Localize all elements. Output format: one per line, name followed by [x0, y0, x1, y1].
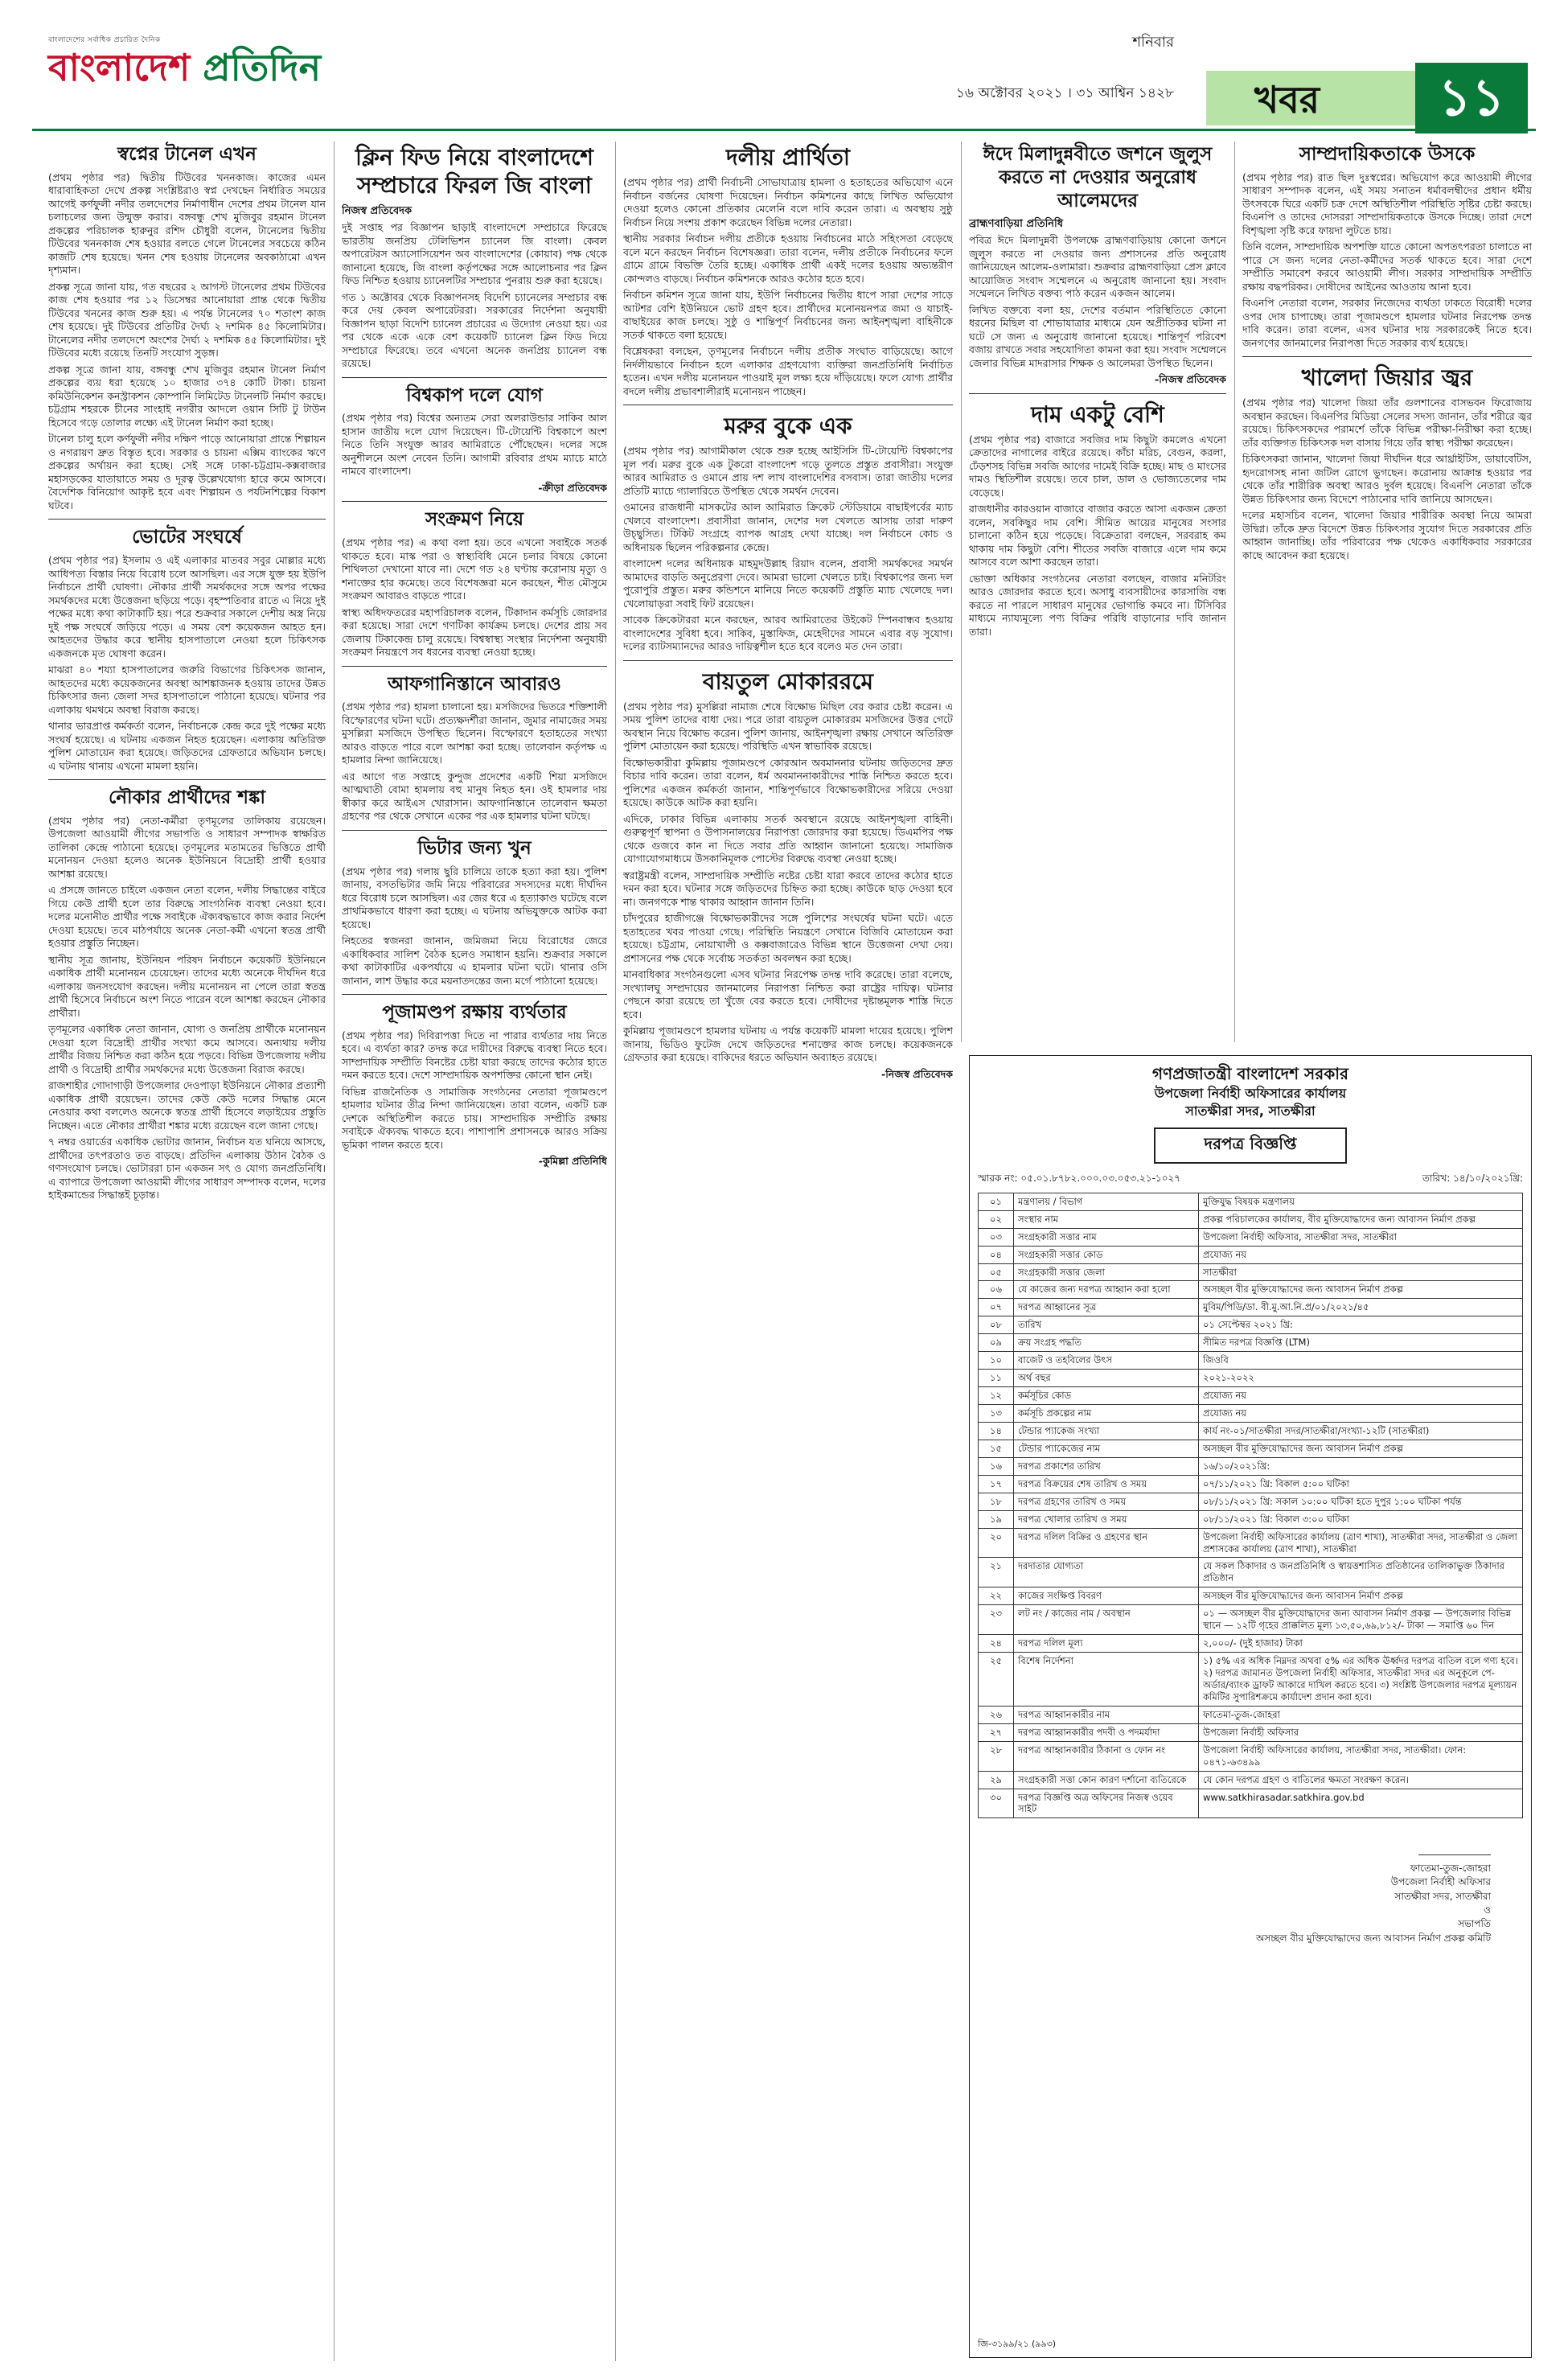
tender-row-value: ০১ সেপ্টেম্বর ২০২১ খ্রি:: [1199, 1316, 1523, 1334]
tender-row-number: ১২: [979, 1387, 1014, 1405]
tender-row: [979, 1510, 1523, 1528]
byline: ব্রাহ্মণবাড়িয়া প্রতিনিধি: [969, 218, 1064, 231]
tender-row-value: ০৮/১১/২০২১ খ্রি: সকাল ১০:০০ ঘটিকা হতে দুপুর ১:০০ ঘটিকা পর্যন্ত: [1199, 1493, 1523, 1510]
tender-row: [979, 1789, 1523, 1818]
tender-row: [979, 1653, 1523, 1707]
article-paragraph: টানেল চালু হলে কর্ণফুলী নদীর দক্ষিণ পাড়ে আনোয়ারা প্রান্তে শিল্পায়ন ও নগরায়ণ দ্রুত বিস্তৃত হবে। সরকার ও চায়না এক্সিম ব্যাংকের ঋণে প্রকল্পের অর্থায়ন করা হচ্ছে। সেই সঙ্গে ঢাকা-চট্টগ্রাম-কক্সবাজার মহাসড়কের যাতায়াতে সময় ও দূরত্ব উল্লেখযোগ্য হারে কমে আসবে। বৈদেশিক বিনিয়োগ আকৃষ্ট হবে এবং শিল্পায়ন ও পর্যটনশিল্পের বিকাশ ঘটবে।: [48, 433, 326, 511]
article-paragraph: মাঝরা ৪০ শয্যা হাসপাতালের জরুরি বিভাগের চিকিৎসক জানান, আহতদের মধ্যে কয়েকজনের অবস্থা আশঙ্কাজনক হওয়ায় তাদের উন্নত চিকিৎসার জন্য জেলা সদর হাসপাতালে পাঠানো হয়েছে। ঘটনার পর এলাকায় থমথমে অবস্থা বিরাজ করছে।: [48, 663, 326, 716]
tender-row-value: ২০২১-২০২২: [1199, 1370, 1523, 1387]
article-paragraph: তৃণমূলের একাধিক নেতা জানান, যোগ্য ও জনপ্রিয় প্রার্থীকে মনোনয়ন দেওয়া হলে বিদ্রোহী প্রার্থীর সংখ্যা কমে আসবে। অন্যথায় দলীয় প্রার্থীর বিজয় নিশ্চিত করা কঠিন হয়ে পড়বে। বিভিন্ন উপজেলায় দলীয় প্রার্থী ও বিদ্রোহী প্রার্থীর সমর্থকদের মধ্যে উত্তেজনা বিরাজ করছে।: [48, 1023, 326, 1075]
column-1: [48, 142, 326, 2361]
article-divider: [342, 501, 607, 502]
tender-row-label: কাজের সংক্ষিপ্ত বিবরণ: [1014, 1587, 1199, 1605]
tender-row-label: দরপত্র খোলার তারিখ ও সময়: [1014, 1510, 1199, 1528]
article-paragraph: (প্রথম পৃষ্ঠার পর) ইসলাম ও এই এলাকার মাতবর সবুর মোল্লার মধ্যে আধিপত্য বিস্তার নিয়ে বিরোধ চলে আসছিল। এর সঙ্গে যুক্ত হয় ইউপি নির্বাচনে প্রার্থী ঘোষণা। নৌকার প্রার্থী সমর্থকদের সঙ্গে অপর পক্ষের সমর্থকদের মধ্যে উত্তেজনা ছড়িয়ে পড়ে। বৃহস্পতিবার রাতে এ নিয়ে দুই পক্ষের মধ্যে কথা কাটাকাটি হয়। পরে শুক্রবার সকালে দেশীয় অস্ত্র নিয়ে দুই পক্ষ সংঘর্ষে জড়িয়ে পড়ে। এ সময় বেশ কয়েকজন আহত হন। আহতদের উদ্ধার করে স্থানীয় হাসপাতালে নেওয়া হলে চিকিৎসক একজনকে মৃত ঘোষণা করেন।: [48, 554, 326, 659]
article-paragraph: গত ১ অক্টোবর থেকে বিজ্ঞাপনসহ বিদেশি চ্যানেলের সম্প্রচার বন্ধ করে দেয় কেবল অপারেটররা। সরকারের নির্দেশনা অনুযায়ী বিজ্ঞাপন ছাড়া বিদেশি চ্যানেল প্রচারের এ উদ্যোগ নেওয়া হয়। এর পর থেকে একে একে বেশ কয়েকটি চ্যানেল ক্লিন ফিড দিয়ে সম্প্রচারে ফিরেছে। তবে এখনো অনেক জনপ্রিয় চ্যানেল বন্ধ রয়েছে।: [342, 290, 607, 370]
tender-row-number: ১৫: [979, 1440, 1014, 1457]
tender-title: দরপত্র বিজ্ঞপ্তি: [1154, 1127, 1347, 1164]
column-divider: [1234, 142, 1235, 1042]
issue-day: শনিবার: [1132, 34, 1174, 51]
tender-row: [979, 1493, 1523, 1510]
tender-row-value: ০১ — অসচ্ছল বীর মুক্তিযোদ্ধাদের জন্য আবাসন নির্মাণ প্রকল্প — উপজেলার বিভিন্ন স্থানে — ১২টি গৃহের প্রাক্কলিত মূল্য ১৩,৫০,৬৯,৮১২/- টাকা — সমাপ্তি ৬০ দিন: [1199, 1605, 1523, 1635]
tender-row-value: জিওবি: [1199, 1352, 1523, 1370]
tender-row-number: ১৪: [979, 1422, 1014, 1440]
headline-party-candidacy: দলীয় প্রার্থিতা: [725, 144, 851, 170]
headline-vote-clash: ভোটের সংঘর্ষে: [132, 526, 242, 548]
tender-row-value: ১৬/১০/২০২১খ্রি:: [1199, 1457, 1523, 1475]
tender-row-number: ১১: [979, 1370, 1014, 1387]
headline-puja-mandap: পূজামণ্ডপ রক্ষায় ব্যর্থতার: [382, 1001, 567, 1024]
tender-row-number: ১৬: [979, 1457, 1014, 1475]
article-paragraph: রাজধানীর কারওয়ান বাজারে বাজার করতে আসা একজন ক্রেতা বলেন, সবকিছুর দাম বেশি। সীমিত আয়ের মানুষের সংসার চালানো কঠিন হয়ে পড়েছে। বিক্রেতারা বলছেন, সরবরাহ কম থাকায় দাম কিছুটা বেশি। শীতের সবজি বাজারে এলে দাম কমে আসবে বলে আশা করছেন তারা।: [969, 503, 1226, 569]
tender-row-label: ক্রয় সংগ্রহ পদ্ধতি: [1014, 1334, 1199, 1352]
tender-row: [979, 1422, 1523, 1440]
logo-tagline: বাংলাদেশের সর্বাধিক প্রচারিত দৈনিক: [48, 36, 161, 44]
article-paragraph: এদিকে, ঢাকার বিভিন্ন এলাকায় সতর্ক অবস্থানে রয়েছে আইনশৃঙ্খলা বাহিনী। গুরুত্বপূর্ণ স্থাপনা ও উপাসনালয়ের নিরাপত্তা জোরদার করা হয়েছে। ডিএমপির পক্ষ থেকে গুজবে কান না দিতে সবার প্রতি আহ্বান জানানো হয়েছে। সামাজিক যোগাযোগমাধ্যমে উসকানিমূলক পোস্টের বিরুদ্ধে ব্যবস্থা নেওয়া হচ্ছে।: [623, 812, 953, 865]
tender-row-number: ০৯: [979, 1334, 1014, 1352]
tender-row-value: যে কোন দরপত্র গ্রহণ ও বাতিলের ক্ষমতা সংরক্ষণ করেন।: [1199, 1771, 1523, 1789]
tender-row-number: ১৩: [979, 1405, 1014, 1423]
tender-row-label: তারিখ: [1014, 1316, 1199, 1334]
tender-row-label: সংস্থার নাম: [1014, 1210, 1199, 1228]
article-paragraph: (প্রথম পৃষ্ঠার পর) বাজারে সবজির দাম কিছুটা কমলেও এখনো ক্রেতাদের নাগালের বাইরে রয়েছে। কাঁচা মরিচ, বেগুন, করলা, ঢেঁড়শসহ বিভিন্ন সবজি আগের দামেই বিক্রি হচ্ছে। মাছ ও মাংসের দামও স্থিতিশীল রয়েছে। তবে চাল, ডাল ও ভোজ্যতেলের দাম বেড়েছে।: [969, 433, 1226, 499]
signature-mark: [1418, 1828, 1491, 1855]
article-divider: [48, 519, 326, 520]
article-divider: [342, 830, 607, 831]
tender-row-value: মুক্তিযুদ্ধ বিষয়ক মন্ত্রণালয়: [1199, 1193, 1523, 1210]
tender-row-value: ২,০০০/- (দুই হাজার) টাকা: [1199, 1635, 1523, 1653]
article-divider: [48, 779, 326, 780]
tender-row: [979, 1352, 1523, 1370]
tender-row-number: ১৯: [979, 1510, 1014, 1528]
tender-row-number: ০৩: [979, 1228, 1014, 1246]
tender-row: [979, 1605, 1523, 1635]
tender-row-number: ১৮: [979, 1493, 1014, 1510]
article-signature: -নিজস্ব প্রতিবেদক: [881, 1067, 953, 1080]
article-paragraph: (প্রথম পৃষ্ঠার পর) আগামীকাল থেকে শুরু হচ্ছে আইসিসি টি-টোয়েন্টি বিশ্বকাপের মূল পর্ব। মরুর বুকে এক টুকরো বাংলাদেশ গড়ে তুলতে প্রস্তুত প্রবাসীরা। সংযুক্ত আরব আমিরাত ও ওমানে প্রায় দশ লাখ বাংলাদেশির বসবাস। তারা জাতীয় দলের প্রতিটি ম্যাচে গ্যালারিতে উপস্থিত থেকে সমর্থন দেবেন।: [623, 445, 953, 497]
tender-row-label: সংগ্রহকারী সত্তার নাম: [1014, 1228, 1199, 1246]
article-paragraph: বিএনপি নেতারা বলেন, সরকার নিজেদের ব্যর্থতা ঢাকতে বিরোধী দলের ওপর দোষ চাপাচ্ছে। তারা পূজামণ্ডপে হামলার ঘটনার নিরপেক্ষ তদন্ত দাবি করেন। তারা বলেন, এসব ঘটনার দায় সরকারকেই নিতে হবে। জনগণের জানমালের নিরাপত্তা দিতে সরকার ব্যর্থ হয়েছে।: [1242, 297, 1532, 349]
tender-govt: গণপ্রজাতন্ত্রী বাংলাদেশ সরকার: [1152, 1064, 1348, 1083]
article-paragraph: থানার ভারপ্রাপ্ত কর্মকর্তা বলেন, নির্বাচনকে কেন্দ্র করে দুই পক্ষের মধ্যে সংঘর্ষ হয়েছে। এ ঘটনায় একজন নিহত হয়েছেন। এলাকায় অতিরিক্ত পুলিশ মোতায়েন করা হয়েছে। জড়িতদের গ্রেফতারে অভিযান চলছে। এ ঘটনায় থানায় এখনো মামলা হয়নি।: [48, 720, 326, 772]
tender-row-label: দরদাতার যোগ্যতা: [1014, 1558, 1199, 1587]
headline-khaleda-fever: খালেদা জিয়ার জ্বর: [1301, 364, 1473, 392]
tender-row-number: ০৫: [979, 1263, 1014, 1281]
byline: নিজস্ব প্রতিবেদক: [342, 205, 413, 217]
tender-row-label: বাজেট ও তহবিলের উৎস: [1014, 1352, 1199, 1370]
tender-row-value: www.satkhirasadar.satkhira.gov.bd: [1199, 1789, 1523, 1818]
masthead: [32, 23, 1536, 127]
issue-date: ১৬ অক্টোবর ২০২১ । ৩১ আশ্বিন ১৪২৮: [955, 85, 1174, 101]
article-paragraph: (প্রথম পৃষ্ঠার পর) হামলা চালানো হয়। মসজিদের ভিতরে শক্তিশালী বিস্ফোরণের ঘটনা ঘটে। প্রত্যক্ষদর্শীরা জানান, জুমার নামাজের সময় মুসল্লিরা মসজিদে উপস্থিত ছিলেন। বিস্ফোরণে হতাহতের সংখ্যা আরও বাড়তে পারে বলে আশঙ্কা করা হচ্ছে। তালেবান কর্তৃপক্ষ এ হামলার নিন্দা জানিয়েছে।: [342, 700, 607, 766]
article-paragraph: (প্রথম পৃষ্ঠার পর) প্রার্থী নির্বাচনী সোভাযাত্রায় হামলা ও হতাহতের অভিযোগ এনে নির্বাচন বর্জনের ঘোষণা দিয়েছেন। নির্বাচন কমিশনের কাছে লিখিত অভিযোগ দেওয়া হলেও কোনো প্রতিকার মেলেনি বলে দাবি করেন তারা। এ অবস্থায় সুষ্ঠু নির্বাচন নিয়ে সংশয় প্রকাশ করেছেন বিভিন্ন দলের নেতারা।: [623, 176, 953, 228]
tender-row: [979, 1316, 1523, 1334]
tender-row: [979, 1281, 1523, 1299]
article-paragraph: বাংলাদেশ দলের অধিনায়ক মাহমুদউল্লাহ রিয়াদ বলেন, প্রবাসী সমর্থকদের সমর্থন আমাদের বাড়তি অনুপ্রেরণা দেবে। আমরা ভালো খেলতে চাই। বিশ্বকাপের জন্য দল পুরোপুরি প্রস্তুত। মরুর কন্ডিশনে মানিয়ে নিতে কয়েকটি প্রস্তুতি ম্যাচ খেলেছে দল। খেলোয়াড়রা সবাই ফিট রয়েছেন।: [623, 557, 953, 610]
tender-row-label: দরপত্র আহ্বানকারীর পদবী ও পদমর্যাদা: [1014, 1723, 1199, 1741]
tender-row-value: প্রযোজ্য নয়: [1199, 1387, 1523, 1405]
tender-row-value: ০৮/১১/২০২১ খ্রি: বিকাল ৩:০০ ঘটিকা: [1199, 1510, 1523, 1528]
logo-name-part2: প্রতিদিন: [203, 46, 322, 89]
article-paragraph: (প্রথম পৃষ্ঠার পর) গলায় ছুরি চালিয়ে তাকে হত্যা করা হয়। পুলিশ জানায়, বসতভিটার জমি নিয়ে পরিবারের সদস্যদের মধ্যে দীর্ঘদিন ধরে বিরোধ চলে আসছিল। এর জের ধরে এ হত্যাকাণ্ড ঘটেছে বলে প্রাথমিকভাবে ধারণা করা হচ্ছে। এ ঘটনায় অভিযুক্তকে আটক করা হয়েছে।: [342, 865, 607, 930]
ad-code: জি-৩১৯৯/২১ (৯৯৩): [978, 2339, 1057, 2349]
section-banner: [1206, 68, 1528, 128]
article-paragraph: নিহতের স্বজনরা জানান, জমিজমা নিয়ে বিরোধের জেরে একাধিকবার সালিশ বৈঠক হলেও সমাধান হয়নি। শুক্রবার সকালে কথা কাটাকাটির একপর্যায়ে এ হামলার ঘটনা ঘটে। থানার ওসি জানান, লাশ উদ্ধার করে ময়নাতদন্তের জন্য মর্গে পাঠানো হয়েছে।: [342, 934, 607, 987]
article-paragraph: (প্রথম পৃষ্ঠার পর) নেতা-কর্মীরা তৃণমূলের তালিকায় রয়েছেন। উপজেলা আওয়ামী লীগের সভাপতি ও সাধারণ সম্পাদক স্বাক্ষরিত তালিকা কেন্দ্রে পাঠানো হয়েছে। তৃণমূলের মতামতের ভিত্তিতে প্রার্থী মনোনয়ন দেওয়া হলেও অনেক ইউনিয়নে বিদ্রোহী প্রার্থী হওয়ার আশঙ্কা রয়েছে।: [48, 814, 326, 880]
tender-row-value: উপজেলা নির্বাহী অফিসার, সাতক্ষীরা সদর, সাতক্ষীরা: [1199, 1228, 1523, 1246]
tender-signature-block: [978, 1828, 1523, 1945]
tender-row: [979, 1263, 1523, 1281]
article-divider: [1242, 356, 1532, 357]
article-divider: [342, 994, 607, 995]
tender-row-number: ২৪: [979, 1635, 1014, 1653]
tender-date: তারিখ: ১৪/১০/২০২১খ্রি:: [1422, 1172, 1523, 1184]
article-signature: -নিজস্ব প্রতিবেদক: [1155, 373, 1226, 386]
tender-row: [979, 1334, 1523, 1352]
article-paragraph: বিক্ষোভকারীরা কুমিল্লায় পূজামণ্ডপে কোরআন অবমাননার ঘটনায় জড়িতদের দ্রুত বিচার দাবি করেন। তারা বলেন, ধর্ম অবমাননাকারীদের শাস্তি নিশ্চিত করতে হবে। পুলিশের একজন কর্মকর্তা জানান, শান্তিপূর্ণভাবে বিক্ষোভকারীদের সরিয়ে দেওয়া হয়েছে। কাউকে আটক করা হয়নি।: [623, 756, 953, 808]
headline-homestead-murder: ভিটার জন্য খুন: [417, 836, 532, 859]
logo-name: [48, 47, 354, 88]
tender-row: [979, 1706, 1523, 1723]
tender-row-number: ০৪: [979, 1246, 1014, 1263]
column-divider: [615, 142, 616, 2361]
tender-row: [979, 1558, 1523, 1587]
tender-row: [979, 1528, 1523, 1558]
tender-row-value: প্রকল্প পরিচালকের কার্যালয়, বীর মুক্তিযোদ্ধাদের জন্য আবাসন নির্মাণ প্রকল্প: [1199, 1210, 1523, 1228]
headline-afghanistan: আফগানিস্তানে আবারও: [388, 672, 561, 695]
article-paragraph: পবিত্র ঈদে মিলাদুন্নবী উপলক্ষে ব্রাহ্মণবাড়িয়ায় কোনো জশনে জুলুস করতে না দেওয়ার জন্য প্রশাসনের প্রতি অনুরোধ জানিয়েছেন আলেম-ওলামারা। শুক্রবার ব্রাহ্মণবাড়িয়া প্রেস ক্লাবে আয়োজিত সংবাদ সম্মেলনে এ অনুরোধ জানানো হয়। সংবাদ সম্মেলনে লিখিত বক্তব্য পাঠ করেন একজন আলেম।: [969, 234, 1226, 300]
headline-price: দাম একটু বেশি: [1031, 400, 1164, 428]
article-signature: -কুমিল্লা প্রতিনিধি: [538, 1155, 607, 1168]
tender-row-label: সংগ্রহকারী সত্তার জেলা: [1014, 1263, 1199, 1281]
tender-row-label: অর্থ বছর: [1014, 1370, 1199, 1387]
tender-notice: [969, 1055, 1532, 2358]
tender-row-label: দরপত্র প্রকাশের তারিখ: [1014, 1457, 1199, 1475]
tender-row-value: প্রযোজ্য নয়: [1199, 1246, 1523, 1263]
tender-row-value: কার্য নং-০১/সাতক্ষীরা সদর/সাতক্ষীরা/সংখ্যা-১২টি (সাতক্ষীরা): [1199, 1422, 1523, 1440]
article-paragraph: দলের মহাসচিব বলেন, খালেদা জিয়ার শারীরিক অবস্থা নিয়ে আমরা উদ্বিগ্ন। তাঁকে দ্রুত বিদেশে উন্নত চিকিৎসার সুযোগ দিতে সরকারের প্রতি আহ্বান জানাচ্ছি। তাঁর পরিবারের পক্ষ থেকেও একাধিকবার সরকারের কাছে আবেদন করা হয়েছে।: [1242, 509, 1532, 561]
tender-row-value: উপজেলা নির্বাহী অফিসার: [1199, 1723, 1523, 1741]
article-paragraph: বিশ্লেষকরা বলছেন, তৃণমূলের নির্বাচনে দলীয় প্রতীক সংঘাত বাড়িয়েছে। আগে নির্দলীয়ভাবে নির্বাচন হলে এলাকার গ্রহণযোগ্য ব্যক্তিরা জনপ্রতিনিধি নির্বাচিত হতেন। এখন দলীয় মনোনয়ন পাওয়াই মূল লক্ষ্য হয়ে দাঁড়িয়েছে। ফলে যোগ্য প্রার্থীর বদলে দলীয় প্রভাবশালীরাই মনোনয়ন পাচ্ছেন।: [623, 345, 953, 397]
signatory-committee: অসচ্ছল বীর মুক্তিযোদ্ধাদের জন্য আবাসন নির্মাণ প্রকল্প কমিটি: [1255, 1932, 1491, 1944]
headline-zee-bangla: ক্লিন ফিড নিয়ে বাংলাদেশে সম্প্রচারে ফিরল জি বাংলা: [355, 144, 593, 199]
headline-infection: সংক্রমণ নিয়ে: [425, 508, 524, 531]
tender-row-label: মন্ত্রণালয় / বিভাগ: [1014, 1193, 1199, 1210]
article-paragraph: নির্বাচন কমিশন সূত্রে জানা যায়, ইউপি নির্বাচনের দ্বিতীয় ধাপে সারা দেশের সাড়ে আটশর বেশি ইউনিয়নে ভোট গ্রহণ হবে। প্রার্থীদের মনোনয়নপত্র জমা ও যাচাই-বাছাইয়ের কাজ চলছে। সুষ্ঠু ও শান্তিপূর্ণ নির্বাচনের জন্য আইনশৃঙ্খলা বাহিনীকে সতর্ক থাকতে বলা হয়েছে।: [623, 289, 953, 341]
tender-row-label: দরপত্র আহ্বানকারীর নাম: [1014, 1706, 1199, 1723]
headline-communalism: সাম্প্রদায়িকতাকে উসকে: [1299, 143, 1476, 165]
tender-row-value: উপজেলা নির্বাহী অফিসারের কার্যালয় (ত্রাণ শাখা), সাতক্ষীরা সদর, সাতক্ষীরা ও জেলা প্রশাসকের কার্যালয় (ত্রাণ শাখা), সাতক্ষীরা: [1199, 1528, 1523, 1558]
article-paragraph: সাবেক ক্রিকেটাররা মনে করছেন, আরব আমিরাতের উইকেট স্পিনবান্ধব হওয়ায় বাংলাদেশের সুবিধা হবে। সাকিব, মুস্তাফিজ, মেহেদীদের সামনে এবার বড় সুযোগ। দলের ব্যাটসম্যানদের আরও দায়িত্বশীল হতে হবে বলেও মত দেন তারা।: [623, 614, 953, 652]
tender-row-label: দরপত্র গ্রহণের তারিখ ও সময়: [1014, 1493, 1199, 1510]
tender-row-number: ০১: [979, 1193, 1014, 1210]
article-paragraph: স্থানীয় সরকার নির্বাচন দলীয় প্রতীকে হওয়ায় নির্বাচনের মাঠে সহিংসতা বেড়েছে বলে মনে করছেন নির্বাচন বিশেষজ্ঞরা। তারা বলেন, দলীয় প্রতীকে নির্বাচনের ফলে গ্রামে গ্রামে বিভক্তি তৈরি হচ্ছে। একাধিক প্রার্থী একই দলের হওয়ায় অভ্যন্তরীণ কোন্দলও বাড়ছে। নির্বাচন কমিশনকে আরও কঠোর হতে হবে।: [623, 232, 953, 285]
article-paragraph: তিনি বলেন, সাম্প্রদায়িক অপশক্তি যাতে কোনো অপতৎপরতা চালাতে না পারে সে জন্য দলের নেতা-কর্মীদের সতর্ক থাকতে হবে। সারা দেশে সম্প্রীতি সমাবেশ করবে আওয়ামী লীগ। সরকার সাম্প্রদায়িক সম্প্রীতি রক্ষায় বদ্ধপরিকর। দোষীদের আইনের আওতায় আনা হবে।: [1242, 240, 1532, 293]
tender-row-label: কর্মসূচির কোড: [1014, 1387, 1199, 1405]
article-paragraph: (প্রথম পৃষ্ঠার পর) বিশ্বের অন্যতম সেরা অলরাউন্ডার সাকিব আল হাসান জাতীয় দলে যোগ দিয়েছেন। টি-টোয়েন্টি বিশ্বকাপে অংশ নিতে তিনি সংযুক্ত আরব আমিরাতে পৌঁছেছেন। দলের সঙ্গে অনুশীলনে অংশ নেবেন তিনি। আগামী রবিবার প্রথম ম্যাচে মাঠে নামবে বাংলাদেশ।: [342, 412, 607, 478]
tender-row-label: দরপত্র আহ্বানকারীর ঠিকানা ও ফোন নং: [1014, 1741, 1199, 1771]
top-rule: [32, 129, 1536, 131]
tender-row: [979, 1741, 1523, 1771]
tender-row: [979, 1457, 1523, 1475]
tender-row: [979, 1440, 1523, 1457]
tender-memo-line: [978, 1172, 1523, 1188]
headline-desert: মরুর বুকে এক: [724, 413, 852, 439]
tender-row-label: বিশেষ নির্দেশনা: [1014, 1653, 1199, 1707]
article-paragraph: চিকিৎসকরা জানান, খালেদা জিয়া দীর্ঘদিন ধরে আর্থ্রাইটিস, ডায়াবেটিস, হৃদরোগসহ নানা জটিল রোগে ভুগছেন। করোনায় আক্রান্ত হওয়ার পর থেকে তাঁর শারীরিক অবস্থা আরও দুর্বল হয়েছে। বিএনপি নেতারা তাঁকে উন্নত চিকিৎসার জন্য বিদেশে পাঠানোর দাবি জানিয়ে আসছেন।: [1242, 453, 1532, 505]
logo-name-part1: বাংলাদেশ: [48, 46, 191, 89]
article-paragraph: স্থানীয় সূত্র জানায়, ইউনিয়ন পরিষদ নির্বাচনে কয়েকটি ইউনিয়নে একাধিক প্রার্থী মনোনয়ন চেয়েছেন। তাদের মধ্যে অনেকে দীর্ঘদিন ধরে এলাকায় জনসংযোগ করছেন। দলীয় মনোনয়ন না পেলে তারা স্বতন্ত্র প্রার্থী হিসেবে নির্বাচনে অংশ নিতে পারেন বলে আশঙ্কা করছেন নৌকার প্রার্থীরা।: [48, 953, 326, 1019]
tender-row-number: ১০: [979, 1352, 1014, 1370]
tender-row-number: ০৭: [979, 1299, 1014, 1316]
article-divider: [969, 393, 1226, 394]
article-paragraph: ৭ নম্বর ওয়ার্ডের একাধিক ভোটার জানান, নির্বাচন যত ঘনিয়ে আসছে, প্রার্থীদের তৎপরতাও তত বাড়ছে। প্রতিদিন এলাকায় উঠান বৈঠক ও গণসংযোগ চলছে। ভোটাররা চান একজন সৎ ও যোগ্য জনপ্রতিনিধি। এ ব্যাপারে উপজেলা আওয়ামী লীগের সাধারণ সম্পাদক বলেন, দলের হাইকমান্ডের সিদ্ধান্তই চূড়ান্ত।: [48, 1136, 326, 1201]
column-2: [342, 142, 607, 2361]
tender-row-value: সাতক্ষীরা: [1199, 1263, 1523, 1281]
article-paragraph: কুমিল্লায় পূজামণ্ডপে হামলার ঘটনায় এ পর্যন্ত কয়েকটি মামলা দায়ের হয়েছে। পুলিশ জানায়, ভিডিও ফুটেজ দেখে জড়িতদের শনাক্তের কাজ চলছে। কয়েকজনকে গ্রেফতার করা হয়েছে। বাকিদের ধরতে অভিযান অব্যাহত রয়েছে।: [623, 1025, 953, 1063]
column-divider: [961, 142, 962, 1042]
signatory-title: উপজেলা নির্বাহী অফিসার: [1390, 1876, 1491, 1888]
tender-row-label: টেন্ডার প্যাকেজ সংখ্যা: [1014, 1422, 1199, 1440]
tender-row-label: সংগ্রহকারী সত্তা কোন কারণ দর্শানো ব্যতিরেকে: [1014, 1771, 1199, 1789]
article-signature: -ক্রীড়া প্রতিবেদক: [538, 481, 607, 494]
article-paragraph: স্বাস্থ্য অধিদফতরের মহাপরিচালক বলেন, টিকাদান কর্মসূচি জোরদার করা হয়েছে। সারা দেশে গণটিকা কার্যক্রম চলছে। দেশের প্রায় সব জেলায় টিকাকেন্দ্র চালু রয়েছে। বিশ্বস্বাস্থ্য সংস্থার নির্দেশনা অনুযায়ী সংক্রমণ নিয়ন্ত্রণে সব ধরনের ব্যবস্থা নেওয়া হচ্ছে।: [342, 606, 607, 659]
tender-row: [979, 1210, 1523, 1228]
tender-row-number: ২৯: [979, 1771, 1014, 1789]
column-4: [969, 142, 1226, 1038]
tender-row-label: দরপত্র দলিল বিক্রির ও গ্রহণের স্থান: [1014, 1528, 1199, 1558]
tender-row-value: প্রযোজ্য নয়: [1199, 1405, 1523, 1423]
tender-row-number: ২৬: [979, 1706, 1014, 1723]
tender-row-label: সংগ্রহকারী সত্তার কোড: [1014, 1246, 1199, 1263]
tender-row-value: অসচ্ছল বীর মুক্তিযোদ্ধাদের জন্য আবাসন নির্মাণ প্রকল্প: [1199, 1587, 1523, 1605]
tender-row-value: অসচ্ছল বীর মুক্তিযোদ্ধাদের জন্য আবাসন নির্মাণ প্রকল্প: [1199, 1440, 1523, 1457]
tender-table: [978, 1193, 1523, 1819]
section-name: খবর: [1254, 78, 1320, 121]
issue-info: [836, 31, 1174, 105]
tender-row: [979, 1299, 1523, 1316]
article-paragraph: চাঁদপুরের হাজীগঞ্জে বিক্ষোভকারীদের সঙ্গে পুলিশের সংঘর্ষের ঘটনা ঘটে। এতে হতাহতের খবর পাওয়া গেছে। পরিস্থিতি নিয়ন্ত্রণে সেখানে বিজিবি মোতায়েন করা হয়েছে। চট্টগ্রাম, নোয়াখালী ও কক্সবাজারেও বিভিন্ন স্থানে উত্তেজনা দেখা দেয়। প্রশাসনের পক্ষ থেকে সর্বোচ্চ সতর্কতা অবলম্বন করা হচ্ছে।: [623, 912, 953, 964]
article-paragraph: ভোক্তা অধিকার সংগঠনের নেতারা বলছেন, বাজার মনিটরিং আরও জোরদার করতে হবে। অসাধু ব্যবসায়ীদের কারসাজি বন্ধ করতে না পারলে সাধারণ মানুষের ভোগান্তি কমবে না। টিসিবির মাধ্যমে ন্যায্যমূল্যে পণ্য বিক্রির পরিধি বাড়ানোর দাবি জানান তারা।: [969, 572, 1226, 638]
tender-row-label: দরপত্র দলিল মূল্য: [1014, 1635, 1199, 1653]
tender-row-label: লট নং / কাজের নাম / অবস্থান: [1014, 1605, 1199, 1635]
column-5: [1242, 142, 1532, 1038]
tender-row-number: ২২: [979, 1587, 1014, 1605]
signatory-place: সাতক্ষীরা সদর, সাতক্ষীরা: [1394, 1890, 1491, 1902]
tender-row-number: ২০: [979, 1528, 1014, 1558]
tender-row-number: ২৫: [979, 1653, 1014, 1707]
tender-row-value: যে সকল ঠিকাদার ও জনপ্রতিনিধি ও স্বায়ত্তশাসিত প্রতিষ্ঠানের তালিকাভুক্ত ঠিকাদার প্রতিষ্ঠান: [1199, 1558, 1523, 1587]
tender-row-number: ৩০: [979, 1789, 1014, 1818]
headline-boat-candidates: নৌকার প্রার্থীদের শঙ্কা: [108, 787, 266, 808]
tender-row-number: ০৬: [979, 1281, 1014, 1299]
newspaper-logo[interactable]: [48, 34, 354, 114]
article-paragraph: (প্রথম পৃষ্ঠার পর) দিবিরাপত্তা দিতে না পারার ব্যর্থতার দায় নিতে হবে। এ ব্যর্থতা কার? তদন্ত করে দায়ীদের বিরুদ্ধে ব্যবস্থা নিতে হবে। সাম্প্রদায়িক সম্প্রীতি বিনষ্টের চেষ্টা যারা করছে তাদের কঠোর হাতে দমন করতে হবে। দেশে সাম্প্রদায়িক অপশক্তির কোনো স্থান নেই।: [342, 1029, 607, 1082]
tender-row-label: দরপত্র আহ্বানের সূত্র: [1014, 1299, 1199, 1316]
tender-row-number: ২১: [979, 1558, 1014, 1587]
tender-row-label: দরপত্র বিক্রয়ের শেষ তারিখ ও সময়: [1014, 1475, 1199, 1493]
headline-world-cup-team: বিশ্বকাপ দলে যোগ: [406, 384, 543, 406]
tender-row: [979, 1771, 1523, 1789]
article-paragraph: দুই সপ্তাহ পর বিজ্ঞাপন ছাড়াই বাংলাদেশে সম্প্রচারে ফিরেছে ভারতীয় জনপ্রিয় টেলিভিশন চ্যানেল জি বাংলা। কেবল অপারেটরস অ্যাসোসিয়েশন অব বাংলাদেশের (কোয়াব) পক্ষ থেকে জানানো হয়েছে, জি বাংলা কর্তৃপক্ষের সঙ্গে আলোচনার পর ক্লিন ফিড নিশ্চিত হওয়ায় চ্যানেলটির সম্প্রচার পুনরায় শুরু করা হয়েছে।: [342, 221, 607, 287]
article-paragraph: প্রকল্প সূত্রে জানা যায়, বঙ্গবন্ধু শেখ মুজিবুর রহমান টানেল নির্মাণ প্রকল্পের ব্যয় ধরা হয়েছে ১০ হাজার ৩৭৪ কোটি টাকা। চায়না কমিউনিকেশন কনস্ট্রাকশন কোম্পানি লিমিটেড টানেলটি নির্মাণ করছে। চট্টগ্রাম শহরকে চীনের সাংহাই নগরীর আদলে ওয়ান সিটি টু টাউন হিসেবে গড়ে তোলার লক্ষ্যে এই টানেল নির্মাণ করা হচ্ছে।: [48, 363, 326, 429]
tender-office: উপজেলা নির্বাহী অফিসারের কার্যালয়: [1154, 1086, 1347, 1101]
tender-row-value: অসচ্ছল বীর মুক্তিযোদ্ধাদের জন্য আবাসন নির্মাণ প্রকল্প: [1199, 1281, 1523, 1299]
tender-row-number: ২৭: [979, 1723, 1014, 1741]
article-paragraph: (প্রথম পৃষ্ঠার পর) খালেদা জিয়া তাঁর গুলশানের বাসভবন ফিরোজায় অবস্থান করছেন। বিএনপির মিডিয়া সেলের সদস্য জানান, তাঁর শরীরে জ্বর রয়েছে। চিকিৎসকদের পরামর্শে তাঁকে বিভিন্ন পরীক্ষা-নিরীক্ষা করা হচ্ছে। তাঁর ব্যক্তিগত চিকিৎসক দল বাসায় গিয়ে তাঁর স্বাস্থ্য পরীক্ষা করেছেন।: [1242, 396, 1532, 449]
headline-baitul-mukarram: বায়তুল মোকাররমে: [702, 667, 874, 695]
tender-row-number: ১৭: [979, 1475, 1014, 1493]
article-divider: [342, 377, 607, 378]
tender-row: [979, 1387, 1523, 1405]
tender-row-number: ০৮: [979, 1316, 1014, 1334]
signatory-name: ফাতেমা-তুজ-জোহরা: [1410, 1862, 1491, 1874]
tender-row-label: টেন্ডার প্যাকেজের নাম: [1014, 1440, 1199, 1457]
signatory-role: সভাপতি: [1458, 1918, 1491, 1930]
tender-row: [979, 1228, 1523, 1246]
tender-row: [979, 1405, 1523, 1423]
column-divider: [334, 142, 335, 2361]
tender-row: [979, 1370, 1523, 1387]
article-paragraph: (প্রথম পৃষ্ঠার পর) এ কথা বলা হয়। তবে এখনো সবাইকে সতর্ক থাকতে হবে। মাস্ক পরা ও স্বাস্থ্যবিধি মেনে চলার বিষয়ে কোনো শিথিলতা দেখানো যাবে না। দেশে গত ২৪ ঘণ্টায় করোনায় মৃত্যু ও শনাক্তের হার কমেছে। তবে বিশেষজ্ঞরা মনে করছেন, শীত মৌসুমে সংক্রমণ আবারও বাড়তে পারে।: [342, 536, 607, 602]
page-number: ১১: [1415, 63, 1528, 133]
tender-row: [979, 1193, 1523, 1210]
tender-row: [979, 1246, 1523, 1263]
article-paragraph: স্বরাষ্ট্রমন্ত্রী বলেন, সাম্প্রদায়িক সম্প্রীতি নষ্টের চেষ্টা যারা করবে তাদের কঠোর হাতে দমন করা হবে। ঘটনার সঙ্গে জড়িতদের চিহ্নিত করা হচ্ছে। কাউকে ছাড় দেওয়া হবে না। জনগণকে শান্ত থাকার আহ্বান জানান তিনি।: [623, 869, 953, 908]
tender-row-number: ০২: [979, 1210, 1014, 1228]
tender-row-number: ২৮: [979, 1741, 1014, 1771]
tender-row-value: ১) ৫% এর অধিক নিম্নদর অথবা ৫% এর অধিক ঊর্ধ্বদর দরপত্র বাতিল বলে গণ্য হবে। ২) দরপত্র জামানত উপজেলা নির্বাহী অফিসার, সাতক্ষীরা সদর এর অনুকূলে পে-অর্ডার/ব্যাংক ড্রাফট আকারে দাখিল করতে হবে। ৩) সংশ্লিষ্ট উপজেলার দরপত্র মূল্যায়ন কমিটির সুপারিশক্রমে কার্যাদেশ প্রদান করা হবে।: [1199, 1653, 1523, 1707]
column-3: [623, 142, 953, 2361]
tender-row-number: ২৩: [979, 1605, 1014, 1635]
tender-row-label: যে কাজের জন্য দরপত্র আহ্বান করা হলো: [1014, 1281, 1199, 1299]
article-paragraph: (প্রথম পৃষ্ঠার পর) দ্বিতীয় টিউবের খননকাজ। কাজের এমন ধারাবাহিকতা দেখে প্রকল্প সংশ্লিষ্টরাও স্বপ্ন দেখছেন নির্ধারিত সময়ের আগেই কর্ণফুলী নদীর তলদেশের নির্মাণাধীন দেশের প্রথম টানেল যান চলাচলের জন্য উন্মুক্ত করার। বঙ্গবন্ধু শেখ মুজিবুর রহমান টানেল প্রকল্পের পরিচালক হারুনুর রশিদ চৌধুরী বলেন, টানেলের দ্বিতীয় টিউবের খননকাজ শেষ হওয়ার বলতে গেলে টানেলের সবচেয়ে কঠিন কাজটি শেষ হয়েছে। খনন শেষ হওয়ায় টানেলের অবকাঠামো এখন দৃশ্যমান।: [48, 170, 326, 277]
tender-row-value: ফাতেমা-তুজ-জোহরা: [1199, 1706, 1523, 1723]
tender-location: সাতক্ষীরা সদর, সাতক্ষীরা: [1185, 1103, 1316, 1119]
signatory-and: ও: [1484, 1904, 1491, 1916]
headline-milad-un-nabi: ঈদে মিলাদুন্নবীতে জশনে জুলুস করতে না দেওয়ার অনুরোধ আলেমদের: [983, 143, 1213, 212]
tender-memo-no: স্মারক নং: ০৫.০১.৮৭৮২.০০০.০৩.০৫৩.২১-১০২৭: [978, 1172, 1181, 1184]
tender-row-value: সীমিত দরপত্র বিজ্ঞপ্তি (LTM): [1199, 1334, 1523, 1352]
article-paragraph: (প্রথম পৃষ্ঠার পর) রাত ছিল দুঃস্বপ্নের। অভিযোগ করে আওয়ামী লীগের সাধারণ সম্পাদক বলেন, এই সময় সনাতন ধর্মাবলম্বীদের প্রধান ধর্মীয় উৎসবকে ঘিরে একটি চক্র দেশে অস্থিতিশীল পরিস্থিতি সৃষ্টির চেষ্টা করছে। বিএনপি ও তাদের দোসররা সাম্প্রদায়িকতাকে উসকে দিচ্ছে। তারা দেশে বিশৃঙ্খলা সৃষ্টি করে ফায়দা লুটতে চায়।: [1242, 170, 1532, 236]
article-paragraph: ওমানের রাজধানী মাসকটের আল আমিরাত ক্রিকেট স্টেডিয়ামে বাছাইপর্বের ম্যাচ খেলবে বাংলাদেশ। প্রবাসীরা জানান, দেশের দল খেলতে আসায় তারা দারুণ উচ্ছ্বসিত। টিকিট সংগ্রহে ব্যাপক আগ্রহ দেখা যাচ্ছে। দল নির্বাচনে কোচ ও অধিনায়ক ছিলেন পরিকল্পনার কেন্দ্রে।: [623, 501, 953, 553]
tender-row-label: দরপত্র বিজ্ঞপ্তি অত্র অফিসের নিজস্ব ওয়েব সাইট: [1014, 1789, 1199, 1818]
tender-row-label: কর্মসূচি প্রকল্পের নাম: [1014, 1405, 1199, 1423]
tender-row-value: মুবিম/পিডি/ডা. বী.মু.আ.নি.প্র/০১/২০২১/৪৫: [1199, 1299, 1523, 1316]
tender-row: [979, 1635, 1523, 1653]
tender-row-value: উপজেলা নির্বাহী অফিসারের কার্যালয়, সাতক্ষীরা সদর, সাতক্ষীরা। ফোন: ০৪৭১-৬৩৪৯৯: [1199, 1741, 1523, 1771]
article-paragraph: এর আগে গত সপ্তাহে কুন্দুজ প্রদেশের একটি শিয়া মসজিদে আত্মঘাতী বোমা হামলায় বহু মানুষ নিহত হন। ওই হামলার দায় স্বীকার করে আইএস খোরাসান। আফগানিস্তানে তালেবান ক্ষমতা গ্রহণের পর থেকে সেখানে একের পর এক হামলার ঘটনা ঘটছে।: [342, 770, 607, 823]
tender-row: [979, 1475, 1523, 1493]
tender-row: [979, 1587, 1523, 1605]
article-paragraph: রাজশাহীর গোদাগাড়ী উপজেলার দেওপাড়া ইউনিয়নে নৌকার প্রত্যাশী একাধিক প্রার্থী রয়েছেন। তাদের কেউ কেউ দলের সিদ্ধান্ত মেনে নেওয়ার কথা বললেও অনেকে স্বতন্ত্র প্রার্থী হিসেবে লড়াইয়ের প্রস্তুতি নিচ্ছেন। এতে নৌকার প্রার্থীরা শঙ্কার মধ্যে রয়েছেন বলে জানা গেছে।: [48, 1079, 326, 1132]
article-paragraph: এ প্রসঙ্গে জানতে চাইলে একজন নেতা বলেন, দলীয় সিদ্ধান্তের বাইরে গিয়ে কেউ প্রার্থী হলে তার বিরুদ্ধে সাংগঠনিক ব্যবস্থা নেওয়া হবে। দলের মনোনীত প্রার্থীর পক্ষে সবাইকে ঐক্যবদ্ধভাবে কাজ করার নির্দেশ দেওয়া হয়েছে। তবে মাঠপর্যায়ে অনেক নেতা-কর্মী এখনো স্বতন্ত্র প্রার্থী হওয়ার প্রস্তুতি নিচ্ছেন।: [48, 884, 326, 950]
article-paragraph: বিভিন্ন রাজনৈতিক ও সামাজিক সংগঠনের নেতারা পূজামণ্ডপে হামলার ঘটনার তীব্র নিন্দা জানিয়েছেন। তারা বলেন, একটি চক্র দেশকে অস্থিতিশীল করতে চায়। সাম্প্রদায়িক সম্প্রীতি রক্ষায় সবাইকে ঐক্যবদ্ধ থাকতে হবে। পাশাপাশি প্রশাসনকে আরও সক্রিয় ভূমিকা পালন করতে হবে।: [342, 1085, 607, 1151]
tender-header: [978, 1062, 1523, 1121]
article-divider: [623, 660, 953, 661]
article-paragraph: প্রকল্প সূত্রে জানা যায়, গত বছরের ২ আগস্ট টানেলের প্রথম টিউবের কাজ শেষ হওয়ার পর ১২ ডিসেম্বর আনোয়ারা প্রান্ত থেকে দ্বিতীয় টিউবের খননের কাজ শুরু হয়। এ পর্যন্ত টানেলের ৭০ শতাংশ কাজ শেষ হয়েছে। দুই টিউবের প্রতিটির দৈর্ঘ্য ২ দশমিক ৪৫ কিলোমিটার। টানেলের নদীর তলদেশে অংশের দৈর্ঘ্য ২ দশমিক ৪৫ কিলোমিটার। দুই টিউবের মধ্যে রয়েছে তিনটি সংযোগ সুড়ঙ্গ।: [48, 280, 326, 359]
article-paragraph: লিখিত বক্তব্যে বলা হয়, দেশের বর্তমান পরিস্থিতিতে কোনো ধরনের মিছিল বা শোভাযাত্রার মাধ্যমে যেন অপ্রীতিকর ঘটনা না ঘটে সে জন্য এ অনুরোধ জানানো হয়েছে। শান্তিপূর্ণ পরিবেশ বজায় রাখতে সবার সহযোগিতা কামনা করা হয়। সংবাদ সম্মেলনে জেলার বিভিন্ন মাদরাসার শিক্ষক ও আলেমরা উপস্থিত ছিলেন।: [969, 303, 1226, 369]
tender-row: [979, 1723, 1523, 1741]
article-paragraph: (প্রথম পৃষ্ঠার পর) মুসল্লিরা নামাজ শেষে বিক্ষোভ মিছিল বের করার চেষ্টা করেন। এ সময় পুলিশ তাদের বাধা দেয়। পরে তারা বায়তুল মোকাররম মসজিদের উত্তর গেটে অবস্থান নিয়ে বিক্ষোভ করেন। পুলিশ জানায়, আইনশৃঙ্খলা রক্ষায় সেখানে অতিরিক্ত পুলিশ মোতায়েন করা হয়েছে। পরিস্থিতি এখন স্বাভাবিক রয়েছে।: [623, 700, 953, 752]
tender-row-value: ০৭/১১/২০২১ খ্রি: বিকাল ৫:০০ ঘটিকা: [1199, 1475, 1523, 1493]
article-paragraph: মানবাধিকার সংগঠনগুলো এসব ঘটনার নিরপেক্ষ তদন্ত দাবি করেছে। তারা বলেছে, সংখ্যালঘু সম্প্রদায়ের জানমালের নিরাপত্তা নিশ্চিত করা রাষ্ট্রের দায়িত্ব। ঘটনার পেছনে কারা রয়েছে তা খুঁজে বের করতে হবে। দোষীদের দৃষ্টান্তমূলক শাস্তি দিতে হবে।: [623, 968, 953, 1021]
article-divider: [342, 666, 607, 667]
headline-tunnel: স্বপ্নের টানেল এখন: [117, 143, 257, 165]
